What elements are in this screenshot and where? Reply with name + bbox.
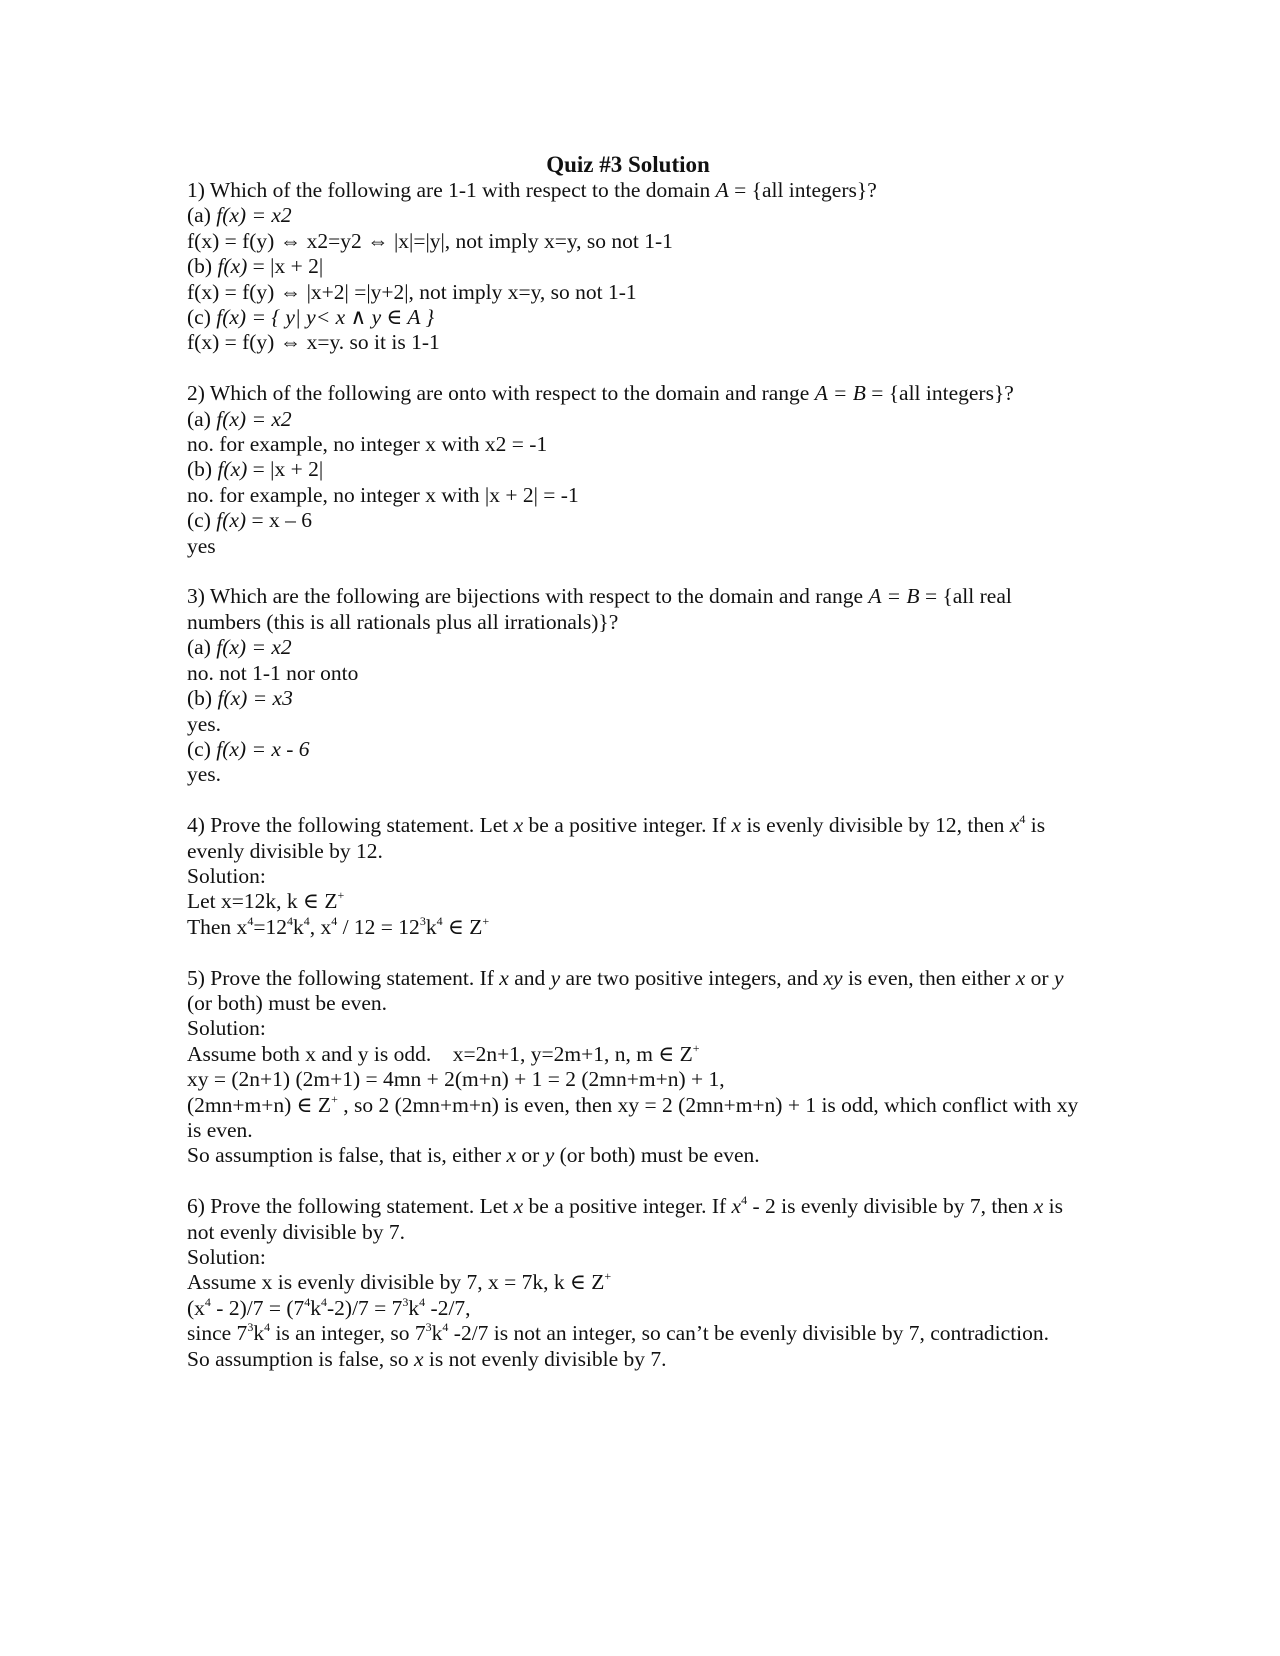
- solution-text: (2mn+m+n) ∈ Z: [187, 1092, 332, 1117]
- option-c: [187, 305, 1087, 330]
- option-expr: = x2: [246, 203, 292, 228]
- prompt-text: is not evenly divisible by 7.: [187, 1194, 1063, 1244]
- solution-line-1: [187, 1270, 1087, 1295]
- solution-text: -2)/7 = 7: [327, 1295, 403, 1320]
- exponent: 3: [419, 913, 426, 928]
- prompt-var: x: [513, 1194, 524, 1219]
- solution-text: , so 2 (2mn+m+n) is even, then xy = 2 (2mn+m+n) + 1 is odd, which conflict with xy is even.: [187, 1092, 1079, 1142]
- exponent: 4: [436, 913, 443, 928]
- option-a: [187, 635, 1087, 660]
- option-expr: = |x + 2|: [247, 254, 324, 279]
- option-expr: = x2: [246, 406, 292, 431]
- question-5-prompt: [187, 966, 1087, 1017]
- option-func: f(x): [217, 686, 248, 711]
- solution-text: ∈ Z: [442, 914, 483, 939]
- option-func: f(x): [216, 635, 247, 660]
- answer-a: no. for example, no integer x with x2 = -1: [187, 432, 548, 457]
- option-func: f(x): [216, 508, 247, 533]
- option-b: [187, 457, 1087, 482]
- exponent: 4: [286, 913, 293, 928]
- prompt-text: 2) Which of the following are onto with respect to the domain and range: [187, 381, 815, 406]
- answer-b: yes.: [187, 711, 222, 736]
- solution-text: -2/7,: [425, 1295, 471, 1320]
- prompt-text: = {all integers}?: [865, 381, 1014, 406]
- solution-text: k: [431, 1321, 443, 1346]
- option-func: f(x): [216, 736, 247, 761]
- solution-text: Let x=12k, k ∈ Z: [187, 889, 338, 914]
- exponent: 4: [442, 1320, 449, 1335]
- answer-a: no. not 1-1 nor onto: [187, 660, 359, 685]
- question-1-prompt: [187, 178, 1087, 203]
- solution-text: So assumption is false, that is, either: [187, 1143, 507, 1168]
- solution-text: k: [408, 1295, 420, 1320]
- option-label: (c): [187, 736, 217, 761]
- prompt-text: - 2 is evenly divisible by 7, then: [747, 1194, 1034, 1219]
- prompt-var: A: [715, 178, 729, 202]
- prompt-var: A = B: [814, 381, 866, 406]
- solution-text: since 7: [187, 1321, 248, 1346]
- option-func: f(x): [217, 457, 248, 482]
- question-2-prompt: [187, 381, 1087, 406]
- solution-text: , x: [309, 914, 332, 939]
- prompt-text: is evenly divisible by 12.: [187, 813, 1046, 863]
- solution-text: - 2)/7 = (7: [210, 1295, 305, 1320]
- prompt-text: is evenly divisible by 12, then: [741, 813, 1010, 838]
- exponent: 4: [321, 1294, 327, 1309]
- exponent: 4: [741, 1193, 748, 1208]
- exponent: 4: [264, 1320, 271, 1335]
- prompt-var: xy: [823, 965, 843, 990]
- option-expr: = x – 6: [246, 508, 312, 533]
- solution-text: / 12 = 12: [337, 914, 420, 939]
- exponent: 4: [304, 1294, 311, 1309]
- prompt-text: be a positive integer. If: [523, 813, 732, 838]
- exponent: +: [604, 1269, 612, 1284]
- solution-label: Solution:: [187, 1244, 266, 1269]
- prompt-text: are two positive integers, and: [560, 965, 824, 990]
- option-a: [187, 407, 1087, 432]
- question-2: [187, 381, 1087, 559]
- question-4: [187, 813, 1087, 940]
- question-1: [187, 178, 1087, 356]
- solution-line-3: [187, 1321, 1087, 1346]
- solution-text: =12: [253, 914, 287, 939]
- prompt-var: x: [499, 965, 509, 990]
- option-b: [187, 254, 1087, 279]
- option-c: [187, 737, 1087, 762]
- prompt-var: y: [544, 1143, 555, 1168]
- solution-line-2: [187, 1296, 1087, 1321]
- question-3-prompt: [187, 584, 1087, 635]
- solution-line-1: [187, 889, 1087, 914]
- answer-a: f(x) = f(y) ⇔ x2=y2 ⇔ |x|=|y|, not imply x=y, so not 1-1: [187, 228, 673, 253]
- exponent: 4: [1019, 812, 1026, 827]
- option-b: [187, 686, 1087, 711]
- question-3: [187, 584, 1087, 787]
- option-expr: = x2: [246, 635, 292, 660]
- prompt-var: x: [1033, 1194, 1044, 1219]
- solution-text: k: [292, 914, 304, 939]
- question-6: [187, 1194, 1087, 1372]
- option-func: f(x): [216, 203, 247, 228]
- solution-line-4: [187, 1143, 1087, 1168]
- option-expr: = { y| y< x ∧ y ∈ A }: [246, 305, 435, 330]
- exponent: 3: [425, 1320, 432, 1335]
- answer-c: f(x) = f(y) ⇔ x=y. so it is 1-1: [187, 330, 440, 355]
- prompt-var: x: [413, 1346, 424, 1371]
- answer-b: f(x) = f(y) ⇔ |x+2| =|y+2|, not imply x=y, so not 1-1: [187, 279, 637, 304]
- option-label: (b): [187, 686, 218, 711]
- solution-label: Solution:: [187, 1016, 266, 1041]
- solution-line-3: [187, 1093, 1087, 1144]
- prompt-var: y: [550, 965, 561, 990]
- exponent: 3: [402, 1294, 409, 1309]
- question-6-prompt: [187, 1194, 1087, 1245]
- prompt-text: is even, then either: [842, 965, 1016, 990]
- prompt-var: x: [1009, 813, 1020, 838]
- prompt-text: be a positive integer. If: [523, 1194, 732, 1219]
- prompt-text: = {all integers}?: [728, 178, 877, 202]
- option-label: (a): [187, 406, 217, 431]
- exponent: 4: [204, 1294, 211, 1309]
- option-label: (b): [187, 254, 218, 279]
- exponent: 4: [247, 913, 254, 928]
- answer-c: yes.: [187, 762, 222, 787]
- solution-label: Solution:: [187, 863, 266, 888]
- exponent: 4: [419, 1294, 426, 1309]
- solution-text: (x: [187, 1295, 205, 1320]
- prompt-text: and: [508, 965, 551, 990]
- quiz-document: [187, 151, 1087, 1372]
- prompt-text: 1) Which of the following are 1-1 with respect to the domain: [187, 178, 716, 202]
- solution-text: Then x: [187, 914, 248, 939]
- option-func: f(x): [216, 305, 247, 330]
- prompt-var: x: [506, 1143, 517, 1168]
- solution-text: (or both) must be even.: [554, 1143, 760, 1168]
- solution-text: k: [425, 914, 437, 939]
- exponent: 4: [331, 913, 338, 928]
- option-expr: = x - 6: [246, 736, 310, 761]
- page-title: Quiz #3 Solution: [546, 152, 710, 177]
- solution-text: k: [310, 1295, 321, 1320]
- solution-text: So assumption is false, so: [187, 1346, 414, 1371]
- prompt-var: A = B: [868, 584, 920, 609]
- option-expr: = x3: [247, 686, 293, 711]
- option-func: f(x): [216, 406, 247, 431]
- prompt-text: 5) Prove the following statement. If: [187, 965, 500, 990]
- answer-c: yes: [187, 533, 216, 558]
- solution-text: or: [516, 1143, 545, 1168]
- option-expr: = |x + 2|: [247, 457, 324, 482]
- option-func: f(x): [217, 254, 248, 279]
- prompt-text: (or both) must be even.: [187, 990, 388, 1015]
- prompt-text: 3) Which are the following are bijections with respect to the domain and range: [187, 584, 869, 609]
- option-a: [187, 203, 1087, 228]
- solution-text: is an integer, so 7: [270, 1321, 426, 1346]
- prompt-var: x: [1015, 965, 1026, 990]
- solution-text: is not evenly divisible by 7.: [423, 1346, 667, 1371]
- question-4-prompt: [187, 813, 1087, 864]
- answer-b: no. for example, no integer x with |x + 2| = -1: [187, 482, 579, 507]
- prompt-var: y: [1053, 965, 1064, 990]
- prompt-var: x: [731, 1194, 742, 1219]
- exponent: 4: [303, 913, 310, 928]
- option-label: (c): [187, 508, 217, 533]
- exponent: +: [482, 913, 490, 928]
- prompt-text: = {all real numbers (this is all rationals plus all irrationals)}?: [187, 584, 1012, 634]
- prompt-text: 4) Prove the following statement. Let: [187, 813, 514, 838]
- solution-line-2: xy = (2n+1) (2m+1) = 4mn + 2(m+n) + 1 = 2 (2mn+m+n) + 1,: [187, 1067, 725, 1092]
- solution-text: Assume x is evenly divisible by 7, x = 7k, k ∈ Z: [187, 1270, 605, 1295]
- exponent: +: [692, 1040, 700, 1055]
- option-label: (a): [187, 203, 217, 228]
- exponent: +: [337, 888, 345, 903]
- solution-line-2: [187, 915, 1087, 940]
- option-c: [187, 508, 1087, 533]
- option-label: (c): [187, 305, 217, 330]
- prompt-text: 6) Prove the following statement. Let: [187, 1194, 514, 1219]
- solution-text: k: [253, 1321, 265, 1346]
- exponent: +: [331, 1091, 338, 1106]
- exponent: 3: [247, 1320, 254, 1335]
- solution-line-1: [187, 1042, 1087, 1067]
- solution-text: -2/7 is not an integer, so can’t be evenly divisible by 7, contradiction.: [448, 1321, 1050, 1346]
- solution-line-4: [187, 1347, 1087, 1372]
- prompt-var: x: [731, 813, 742, 838]
- question-5: [187, 966, 1087, 1169]
- prompt-text: or: [1025, 965, 1054, 990]
- prompt-var: x: [513, 813, 524, 838]
- solution-text: Assume both x and y is odd. x=2n+1, y=2m+1, n, m ∈ Z: [187, 1041, 693, 1066]
- option-label: (a): [187, 635, 217, 660]
- option-label: (b): [187, 457, 218, 482]
